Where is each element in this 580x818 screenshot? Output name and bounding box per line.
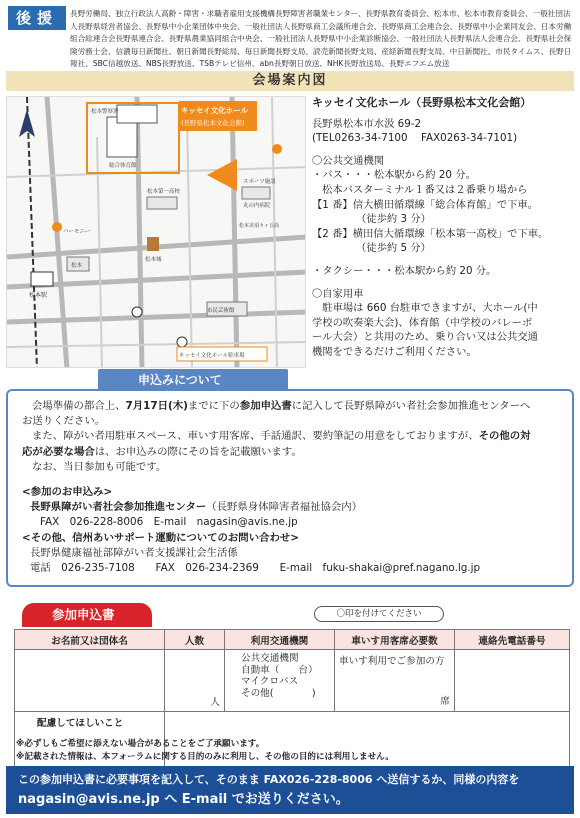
apply-text: に記入して長野県障がい者社会参加推進センターへ <box>291 400 531 412</box>
map-drawing <box>7 97 306 368</box>
bus-detail-3: （徒歩約 3 分） <box>356 213 431 226</box>
bus-detail-1: 松本バスターミナル１番又は２番乗り場から <box>322 183 528 196</box>
map-hall-label: キッセイ文化ホール <box>181 106 248 115</box>
apply-paragraph-1b: お送りください。 <box>22 415 106 428</box>
footnote-2: ※記載された情報は、本フォーラムに関する目的のみに利用し、その他の目的には利用しません。 <box>16 752 394 762</box>
apply-form-ref: 参加申込書 <box>239 400 292 412</box>
map-label-harmony: ハーモニー <box>63 229 91 235</box>
apply-header <box>6 369 574 391</box>
transport-option-car[interactable]: 自動車（ 台） <box>241 664 318 676</box>
col-phone: 連絡先電話番号 <box>455 630 570 650</box>
form-header-row <box>15 630 570 650</box>
apply-paragraph-2b <box>22 445 558 460</box>
footnote-1: ※必ずしもご希望に添えない場合があることをご了承願います。 <box>16 739 265 749</box>
map-label-sports: スポーツ施設 <box>243 179 276 185</box>
submit-line-1: この参加申込書に必要事項を記入して、そのまま FAX026-228-8006 へ送信するか、同様の内容を <box>18 773 520 786</box>
form-footnotes <box>16 738 572 764</box>
car-text-3: ール大会）と共用のため、乗り合い又は公共交通 <box>312 331 538 344</box>
col-name: お名前又は団体名 <box>15 630 165 650</box>
car-text-1: 駐車場は 660 台駐車できますが、大ホール(中 <box>312 302 538 315</box>
apply-paragraph-2 <box>22 429 558 444</box>
map-label-station: 松本駅 <box>29 292 48 299</box>
count-unit: 人 <box>210 697 220 708</box>
col-wheelchair: 車いす用客席必要数 <box>335 630 455 650</box>
col-count: 人数 <box>165 630 225 650</box>
map-label-matsumoto: 松本 <box>71 263 83 269</box>
apply-box <box>6 389 574 587</box>
contact-1-org-sub: （長野県身体障害者福祉協会内） <box>206 501 363 514</box>
map-label-castle: 松本城 <box>145 257 162 263</box>
car-title: 〇自家用車 <box>312 287 364 300</box>
apply-text: は、お申込みの際にその旨を記載願います。 <box>94 445 302 458</box>
apply-paragraph-3: なお、当日参加も可能です。 <box>32 460 167 473</box>
bus-line: ・バス・・・松本駅から約 20 分。 <box>312 169 476 182</box>
transport-field[interactable] <box>225 650 335 712</box>
sponsors-list: 長野労働局、独立行政法人高齢・障害・求職者雇用支援機構長野障害者職業センター、長野県教育委員会、松本市、松本市教育委員会、一般社団法人長野県経営者協会、長野県中小企業団体中央会、一般社団法人長野県商工会議所連合会、長野県商工会連合会、長野県中小企業同友会、日本労働組合総連合会長野県連合会、長野県農業協同組合中央会、一般社団法人長野県中小企業診断協会、一般社団法人長野県法人会連合会、長野県社会保険労務士会、信濃毎日新聞社、朝日新聞長野総局、毎日新聞長野支局、読売新聞長野支局、産経新聞長野支局、中日新聞社、市民タイムス、長野日報社、SBC信越放送、NBS長野放送、TSBテレビ信州、abn長野朝日放送、NHK長野放送局、長野エフエム放送 <box>70 9 572 69</box>
wheelchair-unit: 席 <box>440 696 450 707</box>
map-hall-label-sub: (長野県松本文化会館) <box>181 119 245 127</box>
transport-option-microbus[interactable]: マイクロバス <box>241 676 299 687</box>
map-label-school: 松本第一高校 <box>147 189 181 195</box>
bus-detail-4: 【2 番】横田信大循環線「松本第一高校」で下車。 <box>312 227 549 240</box>
bus-detail-2: 【1 番】信大横田循環線「総合体育館」で下車。 <box>312 198 539 211</box>
contact-2-org: 長野県健康福祉部障がい者支援課社会生活係 <box>30 546 238 559</box>
map-label-police: 松本警察署 <box>91 109 119 115</box>
venue-name: キッセイ文化ホール（長野県松本文化会館） <box>312 96 532 109</box>
form-note-bubble: 〇印を付けてください <box>314 606 444 622</box>
form-input-row <box>15 650 570 712</box>
col-transport: 利用交通機関 <box>225 630 335 650</box>
contact-1-fax: FAX 026-228-8006 E-mail nagasin@avis.ne.jp <box>40 516 298 529</box>
venue-map <box>6 96 306 368</box>
car-text-4: 機関をできるだけご利用ください。 <box>312 345 477 358</box>
apply-text: また、障がい者用駐車スペース、車いす用客席、手話通訳、要約筆記の用意をしておりますが、 <box>32 430 479 443</box>
taxi-line: ・タクシー・・・松本駅から約 20 分。 <box>312 264 497 277</box>
venue-section-title: 会場案内図 <box>6 71 574 91</box>
venue-tel-fax: (TEL0263-34-7100 FAX0263-34-7101) <box>312 132 518 145</box>
contact-2-info: 電話 026-235-7108 FAX 026-234-2369 E-mail fuku-shakai@pref.nagano.lg.jp <box>30 562 481 575</box>
apply-bold: 応が必要な場合 <box>22 445 95 458</box>
apply-bold: その他の対 <box>478 430 531 443</box>
map-label-parking: キッセイ文化ホール駐車場 <box>179 353 245 359</box>
map-label-city: 市民芸術館 <box>207 308 235 314</box>
contact-1-org-name: 長野県障がい者社会参加推進センター <box>30 501 207 514</box>
phone-field[interactable] <box>455 650 570 712</box>
wheelchair-field[interactable] <box>335 650 455 712</box>
apply-paragraph-1 <box>22 399 558 414</box>
contact-2-title: <その他、信州あいサポート運動についてのお問い合わせ> <box>22 531 299 544</box>
contact-1-org <box>22 500 558 515</box>
bus-detail-5: （徒歩約 5 分） <box>356 242 431 255</box>
venue-address: 長野県松本市水汲 69-2 <box>312 117 422 130</box>
map-label-gym: 総合体育館 <box>109 163 137 169</box>
sponsors-section <box>8 6 574 69</box>
venue-info <box>312 96 578 360</box>
submit-instructions <box>6 766 574 814</box>
contact-block <box>22 485 558 576</box>
wheelchair-text: 車いす利用でご参加の方 <box>339 656 445 667</box>
map-label-highschool: 松本美須々ヶ丘高 <box>239 223 280 229</box>
transport-option-public[interactable]: 公共交通機関 <box>241 653 299 664</box>
map-label-hospital: 丸の内病院 <box>243 203 271 209</box>
count-field[interactable] <box>165 650 225 712</box>
public-transport-title: 〇公共交通機関 <box>312 154 385 167</box>
name-field[interactable] <box>15 650 165 712</box>
apply-tab: 申込みについて <box>98 369 288 391</box>
submit-line-2: nagasin@avis.ne.jp へ E-mail でお送りください。 <box>18 792 349 807</box>
car-text-2: 学校の吹奏楽大会)、体育館（中学校のバレーボ <box>312 316 533 329</box>
apply-text: までに下の <box>187 400 240 412</box>
transport-option-other[interactable]: その他( ) <box>241 687 316 699</box>
apply-text: 会場準備の都合上、 <box>32 400 126 412</box>
form-title: 参加申込書 <box>22 603 152 627</box>
consider-label: 配慮してほしいこと <box>15 712 165 774</box>
sponsors-tag: 後援 <box>8 6 66 30</box>
contact-1-title: <参加のお申込み> <box>22 486 113 499</box>
apply-deadline: 7月17日(木) <box>125 400 188 412</box>
